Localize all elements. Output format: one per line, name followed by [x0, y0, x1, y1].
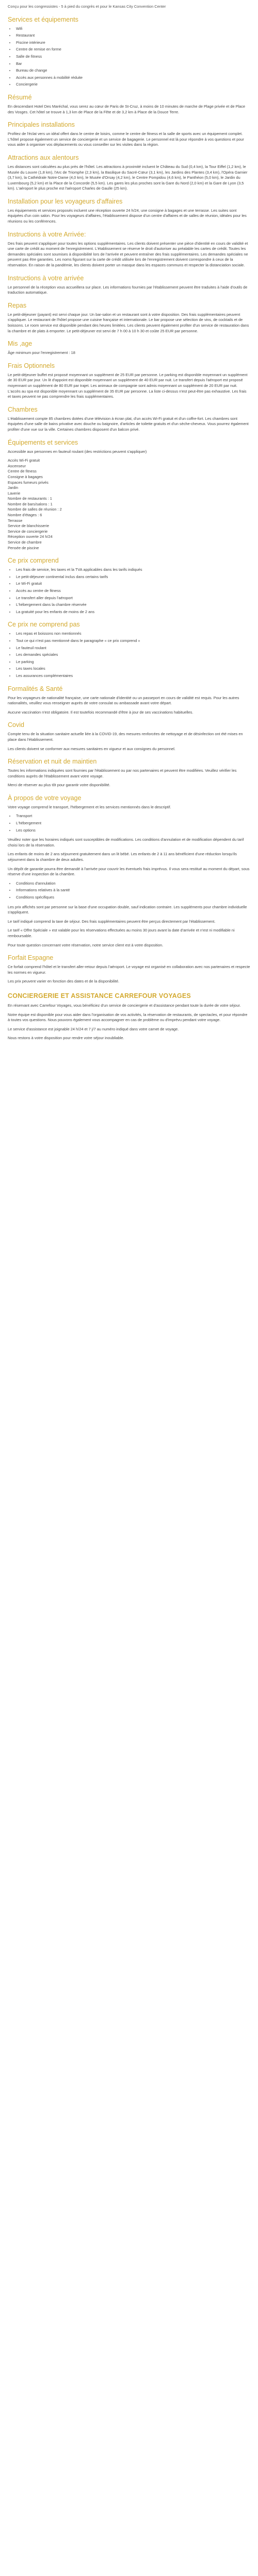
attractions-heading: Attractions aux alentours	[8, 154, 79, 161]
chambres-heading: Chambres	[8, 405, 38, 413]
installation-heading: Installation pour les voyageurs d'affaires	[8, 197, 123, 205]
list-item: • Le fauteuil roulant	[15, 646, 250, 651]
equipement-line: Service de blanchisserie	[8, 523, 50, 529]
forfait-heading: Forfait Espagne	[8, 954, 54, 962]
list-item: • Informations relatives à la santé	[15, 888, 250, 893]
equipement-line: Terrasse	[8, 518, 23, 523]
formalites-text: Aucune vaccination n'est obligatoire. Il est toutefois recommandé d'être à jour de ses vaccinations habituelles.	[8, 709, 194, 715]
conciergerie-text: En réservant avec Carrefour Voyages, vous bénéficiez d'un service de conciergerie et d'assistance pendant toute la durée de votre séjour.	[8, 1003, 241, 1008]
list-item: • Tout ce qui n'est pas mentionné dans le paragraphe « ce prix comprend »	[15, 638, 250, 644]
apropos-text: Le tarif indiqué comprend la taxe de séjour. Des frais supplémentaires peuvent être perçus directement par l'établissement.	[8, 919, 216, 924]
reservation-heading: Réservation et nuit de maintien	[8, 758, 97, 766]
covid-heading: Covid	[8, 721, 24, 729]
list-item: • Accès au centre de fitness	[15, 588, 250, 594]
list-item: • Les demandes spéciales	[15, 652, 250, 658]
apropos-heading: À propos de votre voyage	[8, 794, 82, 802]
list-item: • Wifi	[15, 26, 250, 32]
reservation-text: Merci de réserver au plus tôt pour garantir votre disponibilité.	[8, 783, 110, 788]
equipement-line: Nombre de salles de réunion : 2	[8, 507, 62, 512]
equipement-line: Laverie	[8, 490, 21, 496]
conciergerie-text: Notre équipe est disponible pour vous aider dans l'organisation de vos activités, la réservation de restaurants, de spectacles, et pour répondre à toutes vos questions. Nous pouvons également vous accompagner en cas de problème ou d'imprévu pendant votre voyage.	[8, 1012, 248, 1023]
list-item: • Transport	[15, 814, 250, 819]
instructions-arrivee-heading: Instructions à votre Arrivée:	[8, 230, 86, 238]
equipement-line: Nombre d'étages : 6	[8, 513, 42, 518]
list-item: • Le parking	[15, 659, 250, 665]
apropos-text: Les prix affichés sont par personne sur la base d'une occupation double, sauf indication contraire. Les suppléments pour chambre individuelle s'appliquent.	[8, 904, 247, 915]
list-item: • Conditions spécifiques	[15, 895, 250, 901]
list-item: • Les frais de service, les taxes et la TVA applicables dans les tarifs indiqués	[15, 567, 250, 573]
document-page	[0, 0, 258, 1051]
covid-text: Compte tenu de la situation sanitaire actuelle liée à la COVID-19, des mesures renforcées de nettoyage et de désinfection ont été mises en place dans l'établissement.	[8, 732, 243, 742]
chambres-text: L'établissement compte 85 chambres dotées d'une télévision à écran plat, d'un accès Wi-Fi gratuit et d'un coffre-fort. Les chambres sont équipées d'une salle de bains privative avec douche ou baignoire, d'articles de toilette gratuits et d'un sèche-cheveux. Vous pourrez également profiter d'une vue sur la ville. Certaines chambres disposent d'un balcon privé.	[8, 416, 249, 432]
list-item: • Les options	[15, 828, 250, 834]
apropos-text: Les enfants de moins de 2 ans séjournent gratuitement dans un lit bébé. Les enfants de 2 à 11 ans bénéficient d'une réduction lorsqu'ils séjournent dans la chambre de deux adultes.	[8, 852, 237, 862]
frais-text: Le petit-déjeuner buffet est proposé moyennant un supplément de 25 EUR par personne. Le parking est disponible moyennant un supplément de 30 EUR par jour. Un lit d'appoint est disponible moyennant un supplément de 40 EUR par nuit. Le transfert depuis l'aéroport est proposé moyennant un supplément de 80 EUR par trajet. Les animaux de compagnie sont admis moyennant un supplément de 20 EUR par nuit. L'accès au spa est disponible moyennant un supplément de 35 EUR par personne. La liste ci-dessus n'est peut-être pas exhaustive. Les frais et taxes peuvent ne pas comprendre les frais supplémentaires.	[8, 372, 248, 399]
equipement-line: Service de chambre	[8, 540, 42, 545]
apropos-text: Un dépôt de garantie pourra être demandé à l'arrivée pour couvrir les éventuels frais imprévus. Il vous sera restitué au moment du départ, sous réserve d'une inspection de la chambre.	[8, 866, 250, 877]
list-item: • Bureau de change	[15, 68, 250, 74]
age-heading: Mis ,age	[8, 340, 33, 348]
frais-heading: Frais Optionnels	[8, 362, 55, 369]
repas-heading: Repas	[8, 301, 27, 309]
equipement-line: Pensée de piscine	[8, 545, 39, 550]
apropos-text: Veuillez noter que les horaires indiqués sont susceptibles de modifications. Les conditions d'annulation et de modification dépendent du tarif choisi lors de la réservation.	[8, 837, 244, 848]
list-item: • Les repas et boissons non mentionnés	[15, 631, 250, 637]
equipement-line: Réception ouverte 24 h/24	[8, 534, 53, 539]
prix-ne-comprend-pas-list	[8, 631, 250, 679]
formalites-heading: Formalités & Santé	[8, 685, 63, 692]
list-item: • Bar	[15, 61, 250, 67]
reservation-text: Toutes les informations indiquées sont fournies par l'établissement ou par nos partenaires et peuvent être modifiées. Veuillez vérifier les conditions auprès de l'établissement avant votre voyage.	[8, 768, 237, 778]
list-item: • L'hébergement dans la chambre réservée	[15, 602, 250, 608]
equipements-text: Accessible aux personnes en fauteuil roulant (des restrictions peuvent s'appliquer)	[8, 449, 147, 454]
equipement-line: Espaces fumeurs privés	[8, 480, 49, 485]
equipement-line: Accès Wi-Fi gratuit	[8, 458, 40, 463]
apropos-list-2	[8, 881, 250, 901]
forfait-text: Ce forfait comprend l'hôtel et le transfert aller-retour depuis l'aéroport. Le voyage est organisé en collaboration avec nos partenaires et respecte les normes en vigueur.	[8, 964, 250, 975]
list-item: • Piscine intérieure	[15, 40, 250, 46]
list-item: • Centre de remise en forme	[15, 47, 250, 53]
list-item: • L'hébergement	[15, 821, 250, 826]
equipement-line: Nombre de bars/salons : 1	[8, 501, 53, 506]
prix-comprend-list	[8, 567, 250, 615]
attractions-text: Les distances sont calculées au plus près de l'hôtel. Les attractions à proximité incluent le Château du Sud (0,4 km), la Tour Eiffel (1,2 km), le Musée du Louvre (1,8 km), l'Arc de Triomphe (2,3 km), la Basilique du Sacré-Cœur (3,1 km), les Jardins des Plantes (3,4 km), l'Opéra Garnier (3,7 km), la Cathédrale Notre-Dame (4,0 km), le Musée d'Orsay (4,2 km), le Centre Pompidou (4,6 km), le Panthéon (5,0 km), le Jardin du Luxembourg (5,2 km) et la Place de la Concorde (5,5 km). Les gares les plus proches sont la Gare du Nord (2,0 km) et la Gare de Lyon (3,5 km). L'aéroport le plus proche est l'aéroport Charles de Gaulle (25 km).	[8, 164, 248, 191]
list-item: • La gratuité pour les enfants de moins de 2 ans	[15, 609, 250, 615]
instructions-arrivee-text: Des frais peuvent s'appliquer pour toutes les options supplémentaires. Les clients doivent présenter une pièce d'identité en cours de validité et une carte de crédit au moment de l'enregistrement. L'établissement se réserve le droit d'autoriser au préalable les cartes de crédit. Toutes les demandes spéciales sont soumises à disponibilité lors de l'arrivée et peuvent entraîner des frais supplémentaires. Les demandes spéciales ne peuvent pas être garanties. Les noms figurant sur la carte de crédit utilisée lors de l'enregistrement doivent correspondre à ceux de la réservation. En raison de la pandémie, les clients doivent porter un masque dans les espaces communs et respecter la distanciation sociale.	[8, 241, 248, 268]
list-item: • Le Wi-Fi gratuit	[15, 581, 250, 587]
principales-heading: Principales installations	[8, 121, 75, 129]
prix-comprend-heading: Ce prix comprend	[8, 557, 59, 565]
resume-heading: Résumé	[8, 93, 32, 101]
apropos-list	[8, 814, 250, 833]
prix-ne-comprend-pas-heading: Ce prix ne comprend pas	[8, 621, 80, 629]
equipement-line: Ascenseur	[8, 463, 26, 468]
equipement-line: Service de conciergerie	[8, 529, 48, 534]
formalites-text: Pour les voyageurs de nationalité française, une carte nationale d'identité ou un passeport en cours de validité est requis. Pour les autres nationalités, veuillez vous renseigner auprès de votre consulat ou ambassade avant votre départ.	[8, 695, 239, 706]
equipement-line: Consigne à bagages	[8, 474, 43, 479]
repas-text: Le petit-déjeuner (payant) est servi chaque jour. Un bar-salon et un restaurant sont à votre disposition. Des frais supplémentaires peuvent s'appliquer. Le restaurant de l'hôtel propose une cuisine française et internationale. Le bar propose une sélection de vins, de cocktails et de boissons. Le room service est disponible pendant des heures limitées. Les clients peuvent également profiter d'un service de restauration dans la chambre et de plats à emporter. Le petit-déjeuner est servi de 7 h 00 à 10 h 30 et coûte 25 EUR par personne.	[8, 312, 249, 333]
resume-text: En descendant Hotel Des Maréchal, vous serez au cœur de Paris de St-Cruz, à moins de 10 minutes de marche de Plage privée et de Place des Vosges. Cet hôtel se trouve à 1,3 km de Place de la Fête et de 3,2 km à Place de la Douce Terre.	[8, 104, 246, 114]
conciergerie-heading: CONCIERGERIE ET ASSISTANCE CARREFOUR VOYAGES	[8, 992, 191, 999]
list-item: • Salle de fitness	[15, 54, 250, 60]
covid-text: Les clients doivent se conformer aux mesures sanitaires en vigueur et aux consignes du personnel.	[8, 746, 175, 751]
conciergerie-text: Nous restons à votre disposition pour rendre votre séjour inoubliable.	[8, 1036, 124, 1041]
list-item: • Le petit-déjeuner continental inclus dans certains tarifs	[15, 574, 250, 580]
list-item: • Le transfert aller depuis l'aéroport	[15, 596, 250, 601]
list-item: • Conditions d'annulation	[15, 881, 250, 887]
list-item: • Les assurances complémentaires	[15, 673, 250, 679]
instructions-votre-arrivee-heading: Instructions à votre arrivée	[8, 274, 84, 282]
equipement-line: Centre de fitness	[8, 469, 37, 474]
equipements-heading: Équipements et services	[8, 438, 78, 446]
conciergerie-text: Le service d'assistance est joignable 24 h/24 et 7 j/7 au numéro indiqué dans votre carnet de voyage.	[8, 1026, 179, 1031]
services-list	[8, 26, 250, 88]
list-item: • Conciergerie	[15, 82, 250, 88]
age-text: Âge minimum pour l'enregistrement : 18	[8, 350, 75, 355]
apropos-text: Pour toute question concernant votre réservation, notre service client est à votre disposition.	[8, 942, 164, 947]
intro-text: Conçu pour les congressistes - 5 à pied du congrès et pour le Kansas City Convention Center	[8, 4, 166, 9]
installation-text: Les équipements et services proposés incluent une réception ouverte 24 h/24, une consigne à bagages et une terrasse. Les suites sont équipées d'un coin salon. Pour les voyageurs d'affaires, l'établissement dispose d'un centre d'affaires et de salles de réunion, idéales pour les réunions ou les conférences.	[8, 208, 247, 224]
equipements-lines	[8, 458, 250, 551]
apropos-text: Votre voyage comprend le transport, l'hébergement et les services mentionnés dans le descriptif.	[8, 804, 171, 809]
principales-text: Profitez de l'éclat vers un idéal offert dans le centre de loisirs, comme le centre de fitness et la salle de sports avec un équipement complet. L'hôtel propose également un service de conciergerie et un service de bagagerie. Le personnel est là pour répondre à vos questions et pour vous aider à organiser vos déplacements ou vous conseiller sur les visites dans la région.	[8, 131, 244, 147]
apropos-text: Le tarif « Offre Spéciale » est valable pour les réservations effectuées au moins 30 jours avant la date d'arrivée et n'est ni modifiable ni remboursable.	[8, 928, 235, 938]
services-heading: Services et équipements	[8, 15, 78, 23]
equipement-line: Jardin	[8, 485, 19, 490]
list-item: • Restaurant	[15, 33, 250, 39]
instructions-votre-arrivee-text: Le personnel de la réception vous accueillera sur place. Les informations fournies par l'établissement peuvent être traduites à l'aide d'outils de traduction automatique.	[8, 284, 248, 295]
forfait-text: Les prix peuvent varier en fonction des dates et de la disponibilité.	[8, 979, 120, 984]
list-item: • Accès aux personnes à mobilité réduite	[15, 75, 250, 81]
list-item: • Les taxes locales	[15, 666, 250, 672]
equipement-line: Nombre de restaurants : 1	[8, 496, 52, 501]
